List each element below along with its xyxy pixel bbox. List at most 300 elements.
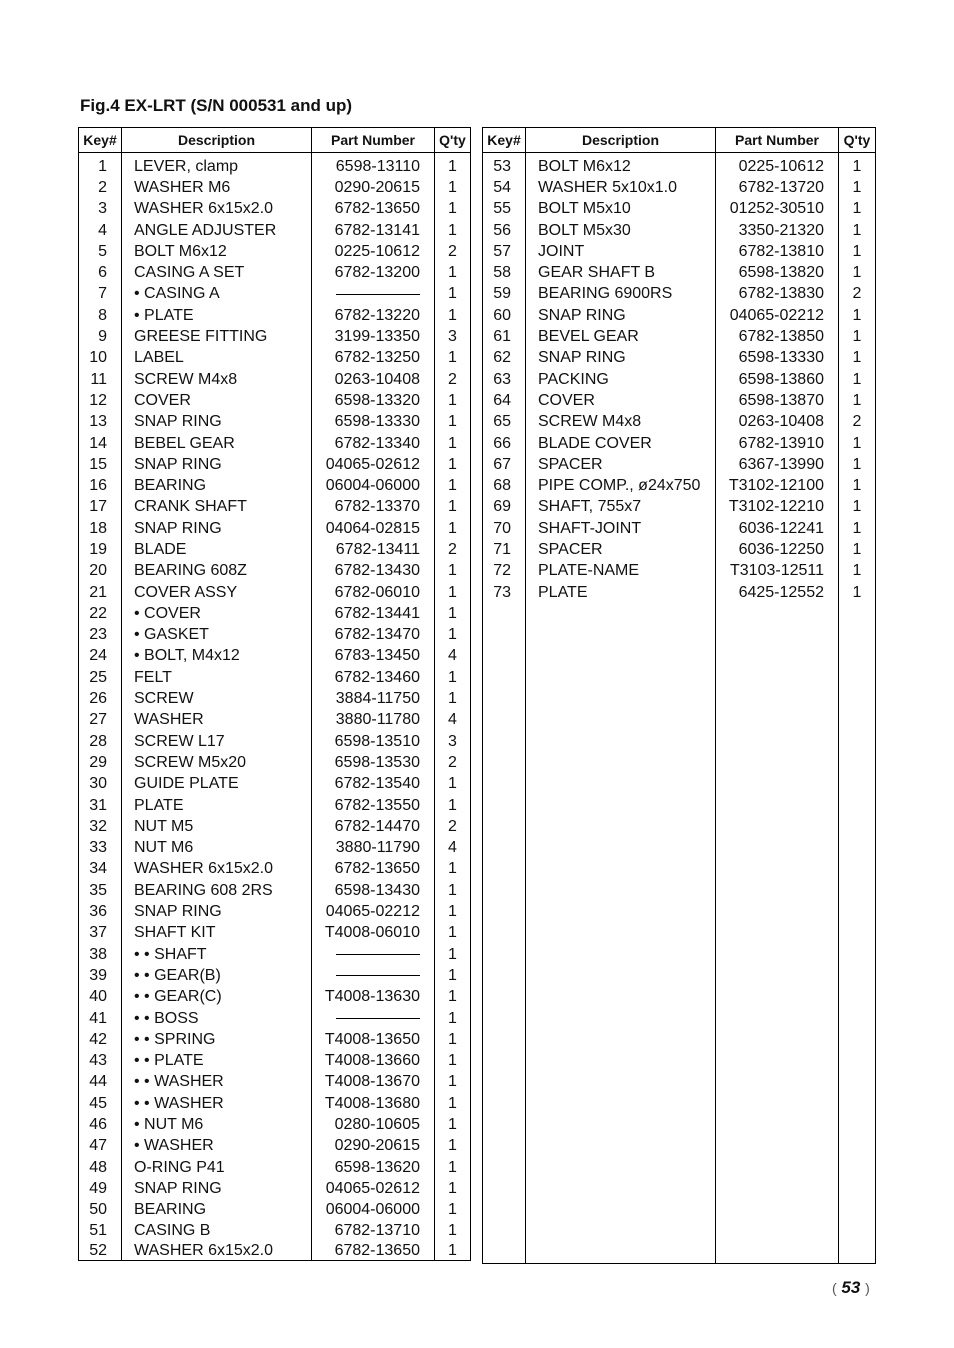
header-part-number: Part Number [716,128,839,153]
qty-cell: 1 [435,1157,471,1178]
part-number-cell: 6782-14470 [312,816,435,837]
empty-cell [716,603,839,1264]
qty-cell: 1 [435,880,471,901]
key-cell: 27 [79,710,122,731]
table-row [483,241,876,262]
description-cell: • PLATE [122,305,312,326]
qty-cell: 1 [435,944,471,965]
part-number-cell: 6782-13460 [312,667,435,688]
table-row [79,390,471,411]
part-number-cell: 01252-30510 [716,199,839,220]
part-number-cell: T4008-13630 [312,987,435,1008]
part-number-cell: 6782-13411 [312,539,435,560]
table-row [79,880,471,901]
description-cell: SCREW L17 [122,731,312,752]
key-cell: 29 [79,752,122,773]
part-number-cell: 04065-02612 [312,454,435,475]
part-number-cell [312,284,435,305]
description-cell: • WASHER [122,1136,312,1157]
part-number-cell: 6598-13330 [716,348,839,369]
description-cell: NUT M5 [122,816,312,837]
table-row [79,923,471,944]
key-cell: 25 [79,667,122,688]
part-number-cell: 6782-13810 [716,241,839,262]
qty-cell: 1 [839,475,876,496]
part-number-cell: 6782-13220 [312,305,435,326]
table-row [79,1114,471,1135]
qty-cell: 1 [839,326,876,347]
qty-cell: 1 [839,348,876,369]
parts-table-left [78,127,471,1261]
description-cell: BLADE [122,539,312,560]
part-number-cell: T3102-12100 [716,475,839,496]
qty-cell: 2 [435,241,471,262]
key-cell: 49 [79,1178,122,1199]
description-cell: • COVER [122,603,312,624]
part-number-cell [312,1008,435,1029]
table-row [79,795,471,816]
qty-cell: 1 [435,1093,471,1114]
description-cell: LEVER, clamp [122,153,312,178]
part-number-cell: 6425-12552 [716,582,839,603]
part-number-cell: 06004-06000 [312,1200,435,1221]
part-number-cell: 6782-13650 [312,199,435,220]
table-row [79,731,471,752]
part-number-cell: 04065-02612 [312,1178,435,1199]
description-cell: WASHER [122,710,312,731]
table-row [483,326,876,347]
description-cell: CASING B [122,1221,312,1242]
table-row [79,582,471,603]
table-row [79,262,471,283]
key-cell: 66 [483,433,526,454]
key-cell: 51 [79,1221,122,1242]
key-cell: 57 [483,241,526,262]
description-cell: • • SPRING [122,1029,312,1050]
description-cell: WASHER 6x15x2.0 [122,859,312,880]
qty-cell: 2 [435,752,471,773]
qty-cell: 2 [839,412,876,433]
key-cell: 36 [79,901,122,922]
description-cell: COVER [122,390,312,411]
header-key: Key# [483,128,526,153]
qty-cell: 1 [435,987,471,1008]
description-cell: JOINT [526,241,716,262]
qty-cell: 1 [839,454,876,475]
key-cell: 3 [79,199,122,220]
key-cell: 52 [79,1242,122,1261]
table-row [79,646,471,667]
qty-cell: 1 [435,412,471,433]
table-row [79,1093,471,1114]
description-cell: SPACER [526,539,716,560]
part-number-cell: 6598-13870 [716,390,839,411]
qty-cell: 1 [839,262,876,283]
part-number-cell: 6783-13450 [312,646,435,667]
table-row [79,153,471,178]
key-cell: 61 [483,326,526,347]
table-row [483,475,876,496]
part-number-cell: 0225-10612 [716,153,839,178]
figure-title: Fig.4 EX-LRT (S/N 000531 and up) [80,96,353,115]
key-cell: 69 [483,497,526,518]
key-cell: 47 [79,1136,122,1157]
part-number-cell: 06004-06000 [312,475,435,496]
description-cell: • • SHAFT [122,944,312,965]
key-cell: 31 [79,795,122,816]
table-row [79,1072,471,1093]
description-cell: GEAR SHAFT B [526,262,716,283]
key-cell: 8 [79,305,122,326]
key-cell: 72 [483,561,526,582]
key-cell: 59 [483,284,526,305]
qty-cell: 1 [435,859,471,880]
empty-cell [526,603,716,1264]
table-row [79,518,471,539]
qty-cell: 1 [435,497,471,518]
qty-cell: 4 [435,838,471,859]
description-cell: • CASING A [122,284,312,305]
header-description: Description [526,128,716,153]
table-row [483,199,876,220]
part-number-cell: T4008-13680 [312,1093,435,1114]
description-cell: BOLT M6x12 [526,153,716,178]
description-cell: NUT M6 [122,838,312,859]
key-cell: 48 [79,1157,122,1178]
key-cell: 1 [79,153,122,178]
table-row [79,241,471,262]
description-cell: BOLT M5x10 [526,199,716,220]
part-number-cell: 6782-13200 [312,262,435,283]
table-row [79,774,471,795]
key-cell: 70 [483,518,526,539]
key-cell: 16 [79,475,122,496]
table-row [79,987,471,1008]
description-cell: WASHER M6 [122,177,312,198]
part-number-cell: 0225-10612 [312,241,435,262]
key-cell: 40 [79,987,122,1008]
part-number-cell: 6782-13430 [312,561,435,582]
part-number-cell: 6782-13650 [312,1242,435,1261]
qty-cell: 1 [435,1114,471,1135]
table-header-row [79,128,471,153]
table-row [483,539,876,560]
description-cell: SNAP RING [122,901,312,922]
table-row [79,710,471,731]
table-row [483,369,876,390]
table-row [483,177,876,198]
qty-cell: 1 [435,795,471,816]
description-cell: PLATE-NAME [526,561,716,582]
key-cell: 67 [483,454,526,475]
description-cell: COVER [526,390,716,411]
qty-cell: 1 [435,561,471,582]
part-number-cell: 6782-13850 [716,326,839,347]
key-cell: 62 [483,348,526,369]
key-cell: 55 [483,199,526,220]
table-row [79,603,471,624]
qty-cell: 1 [435,433,471,454]
part-number-cell: 0290-20615 [312,177,435,198]
qty-cell: 1 [435,923,471,944]
description-cell: • • BOSS [122,1008,312,1029]
qty-cell: 1 [435,582,471,603]
qty-cell: 1 [435,603,471,624]
description-cell: COVER ASSY [122,582,312,603]
description-cell: BOLT M6x12 [122,241,312,262]
qty-cell: 1 [435,262,471,283]
qty-cell: 1 [839,241,876,262]
part-number-cell: 6782-13470 [312,625,435,646]
key-cell: 6 [79,262,122,283]
key-cell: 45 [79,1093,122,1114]
description-cell: • GASKET [122,625,312,646]
key-cell: 11 [79,369,122,390]
qty-cell: 1 [839,539,876,560]
key-cell: 39 [79,965,122,986]
description-cell: CASING A SET [122,262,312,283]
table-row [79,838,471,859]
description-cell: BEARING [122,475,312,496]
qty-cell: 1 [435,199,471,220]
qty-cell: 1 [839,369,876,390]
part-number-cell: 6598-13620 [312,1157,435,1178]
description-cell: • • WASHER [122,1093,312,1114]
key-cell: 15 [79,454,122,475]
part-number-cell: 6598-13510 [312,731,435,752]
description-cell: BOLT M5x30 [526,220,716,241]
description-cell: SNAP RING [122,1178,312,1199]
description-cell: SNAP RING [122,518,312,539]
qty-cell: 1 [435,1029,471,1050]
qty-cell: 1 [839,153,876,178]
description-cell: PLATE [526,582,716,603]
qty-cell: 2 [839,284,876,305]
qty-cell: 1 [839,220,876,241]
part-number-cell: 6598-13320 [312,390,435,411]
description-cell: • • WASHER [122,1072,312,1093]
qty-cell: 1 [435,774,471,795]
part-number-cell: 6036-12241 [716,518,839,539]
part-number-cell: 6782-13910 [716,433,839,454]
key-cell: 38 [79,944,122,965]
part-number-cell: 6598-13110 [312,153,435,178]
part-number-cell: 6782-13250 [312,348,435,369]
description-cell: GUIDE PLATE [122,774,312,795]
key-cell: 13 [79,412,122,433]
part-number-cell: T4008-13650 [312,1029,435,1050]
qty-cell: 1 [435,475,471,496]
key-cell: 33 [79,838,122,859]
qty-cell: 1 [435,1050,471,1071]
table-row [79,1178,471,1199]
key-cell: 60 [483,305,526,326]
part-number-cell: 0280-10605 [312,1114,435,1135]
table-row [79,1136,471,1157]
qty-cell: 1 [435,153,471,178]
table-row [79,625,471,646]
key-cell: 50 [79,1200,122,1221]
part-number-cell: T4008-13670 [312,1072,435,1093]
qty-cell: 1 [839,305,876,326]
header-description: Description [122,128,312,153]
table-row [79,1200,471,1221]
qty-cell: 1 [435,965,471,986]
key-cell: 64 [483,390,526,411]
empty-cell [839,603,876,1264]
description-cell: PIPE COMP., ø24x750 [526,475,716,496]
qty-cell: 1 [435,284,471,305]
key-cell: 63 [483,369,526,390]
qty-cell: 1 [839,582,876,603]
header-qty: Q'ty [839,128,876,153]
part-number-cell: 6782-13710 [312,1221,435,1242]
description-cell: WASHER 6x15x2.0 [122,1242,312,1261]
description-cell: WASHER 5x10x1.0 [526,177,716,198]
key-cell: 37 [79,923,122,944]
key-cell: 53 [483,153,526,178]
description-cell: SNAP RING [526,348,716,369]
description-cell: PACKING [526,369,716,390]
table-row [79,497,471,518]
part-number-cell: 0263-10408 [312,369,435,390]
header-key: Key# [79,128,122,153]
key-cell: 42 [79,1029,122,1050]
key-cell: 54 [483,177,526,198]
key-cell: 58 [483,262,526,283]
table-row [79,1242,471,1261]
table-row [79,816,471,837]
part-number-cell: 3350-21320 [716,220,839,241]
key-cell: 56 [483,220,526,241]
description-cell: SCREW [122,688,312,709]
page-number-value: 53 [841,1278,861,1297]
description-cell: FELT [122,667,312,688]
table-header-row [483,128,876,153]
key-cell: 21 [79,582,122,603]
qty-cell: 1 [839,177,876,198]
description-cell: GREESE FITTING [122,326,312,347]
part-number-cell: 6782-13141 [312,220,435,241]
key-cell: 22 [79,603,122,624]
key-cell: 24 [79,646,122,667]
header-qty: Q'ty [435,128,471,153]
description-cell: SCREW M4x8 [122,369,312,390]
table-row [79,326,471,347]
qty-cell: 2 [435,369,471,390]
key-cell: 26 [79,688,122,709]
part-number-cell: 6598-13860 [716,369,839,390]
part-number-cell: 6782-13370 [312,497,435,518]
empty-cell [483,603,526,1264]
description-cell: PLATE [122,795,312,816]
table-row [79,1157,471,1178]
part-number-cell: 6782-13540 [312,774,435,795]
part-number-cell: 6782-13720 [716,177,839,198]
no-part-dash [336,1018,420,1019]
key-cell: 12 [79,390,122,411]
part-number-cell: 04064-02815 [312,518,435,539]
table-row [483,153,876,178]
qty-cell: 1 [435,454,471,475]
qty-cell: 1 [435,901,471,922]
table-row [483,305,876,326]
key-cell: 43 [79,1050,122,1071]
part-number-cell: 3199-13350 [312,326,435,347]
table-row [79,199,471,220]
description-cell: SHAFT, 755x7 [526,497,716,518]
description-cell: • • PLATE [122,1050,312,1071]
description-cell: SNAP RING [122,412,312,433]
no-part-dash [336,954,420,955]
qty-cell: 1 [435,177,471,198]
key-cell: 2 [79,177,122,198]
qty-cell: 1 [839,390,876,411]
qty-cell: 1 [435,1072,471,1093]
key-cell: 34 [79,859,122,880]
table-row [79,433,471,454]
part-number-cell: 04065-02212 [716,305,839,326]
no-part-dash [336,975,420,976]
qty-cell: 1 [435,1178,471,1199]
part-number-cell: 6598-13330 [312,412,435,433]
key-cell: 32 [79,816,122,837]
part-number-cell: 6782-13830 [716,284,839,305]
description-cell: O-RING P41 [122,1157,312,1178]
description-cell: SHAFT-JOINT [526,518,716,539]
part-number-cell: 3880-11790 [312,838,435,859]
qty-cell: 1 [839,433,876,454]
table-row [79,667,471,688]
part-number-cell [312,965,435,986]
part-number-cell: T4008-13660 [312,1050,435,1071]
qty-cell: 1 [435,305,471,326]
part-number-cell: 6782-13650 [312,859,435,880]
part-number-cell: 0263-10408 [716,412,839,433]
table-row [79,965,471,986]
qty-cell: 1 [435,667,471,688]
table-row [79,859,471,880]
table-row [483,497,876,518]
qty-cell: 1 [435,688,471,709]
qty-cell: 1 [435,348,471,369]
description-cell: CRANK SHAFT [122,497,312,518]
key-cell: 73 [483,582,526,603]
description-cell: ANGLE ADJUSTER [122,220,312,241]
key-cell: 20 [79,561,122,582]
table-row [483,284,876,305]
description-cell: • • GEAR(B) [122,965,312,986]
part-number-cell: T3103-12511 [716,561,839,582]
table-row [79,177,471,198]
description-cell: BEARING 6900RS [526,284,716,305]
part-number-cell: 6036-12250 [716,539,839,560]
table-row [79,348,471,369]
part-number-cell: 6598-13820 [716,262,839,283]
table-row [79,454,471,475]
table-row [483,561,876,582]
part-number-cell: T4008-06010 [312,923,435,944]
description-cell: SNAP RING [122,454,312,475]
table-row [483,518,876,539]
qty-cell: 1 [839,497,876,518]
key-cell: 71 [483,539,526,560]
key-cell: 18 [79,518,122,539]
key-cell: 5 [79,241,122,262]
table-row [79,1008,471,1029]
qty-cell: 4 [435,646,471,667]
table-row [483,348,876,369]
